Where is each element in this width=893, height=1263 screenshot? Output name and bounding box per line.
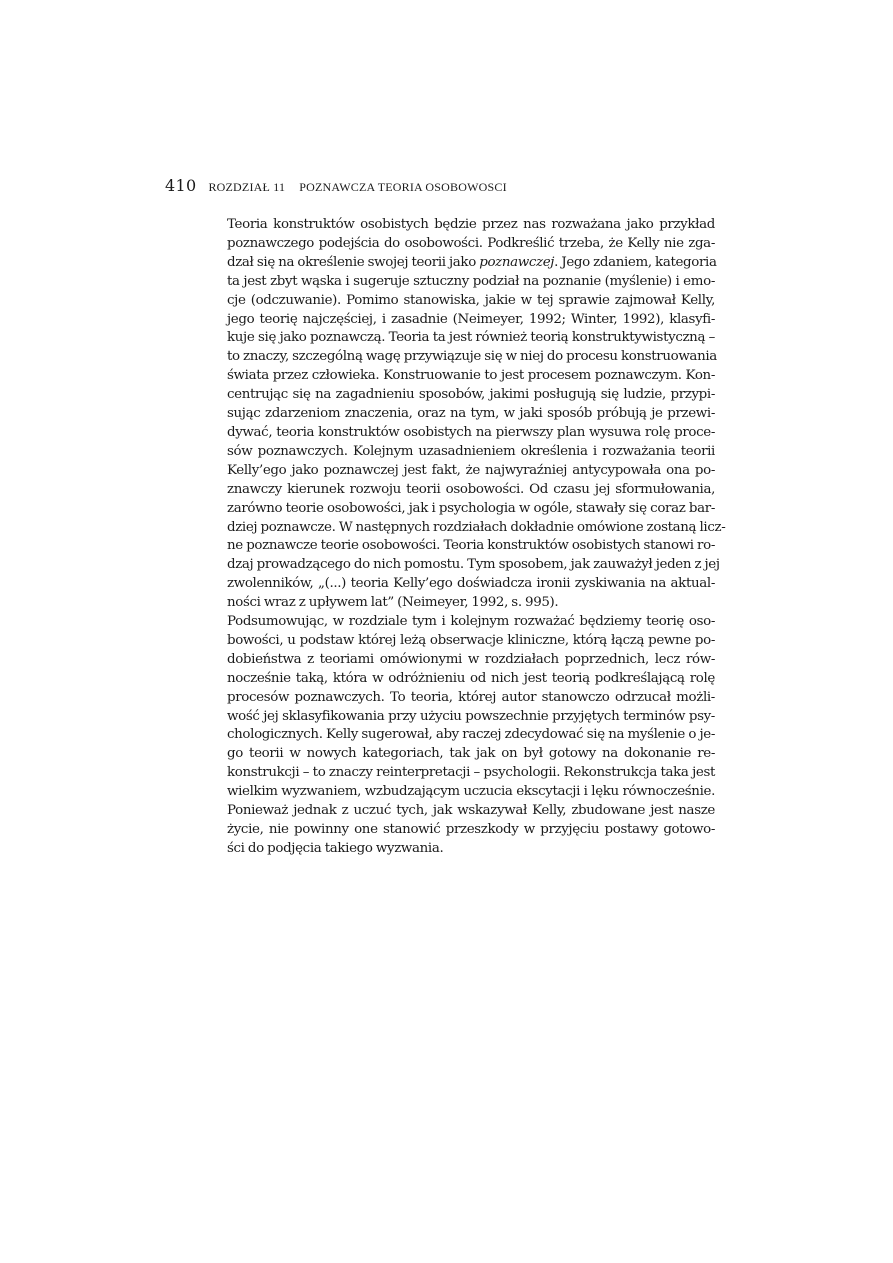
text-line: chologicznych. Kelly sugerował, aby raczej zdecydować się na myślenie o je- <box>227 727 715 743</box>
text-line: Podsumowując, w rozdziale tym i kolejnym rozważać będziemy teorię oso- <box>227 614 715 630</box>
emphasized-term: poznawczej <box>479 254 555 270</box>
text-line: kuje się jako poznawczą. Teoria ta jest również teorią konstruktywistyczną – <box>227 330 715 346</box>
text-line: ne poznawcze teorie osobowości. Teoria konstruktów osobistych stanowi ro- <box>227 538 715 554</box>
text-line: ści do podjęcia takiego wyzwania. <box>227 840 444 856</box>
text-line: to znaczy, szczególną wagę przywiązuje się w niej do procesu konstruowania <box>227 349 717 365</box>
text-line: procesów poznawczych. To teoria, której autor stanowczo odrzucał możli- <box>227 689 715 705</box>
text-line: świata przez człowieka. Konstruowanie to jest procesem poznawczym. Kon- <box>227 368 715 384</box>
text-line: życie, nie powinny one stanowić przeszkody w przyjęciu postawy gotowo- <box>227 822 715 837</box>
running-head <box>165 176 725 198</box>
text-line: bowości, u podstaw której leżą obserwacje kliniczne, którą łączą pewne po- <box>227 632 715 648</box>
text-line: Kelly’ego jako poznawczej jest fakt, że najwyraźniej antycypowała ona po- <box>227 462 715 478</box>
text-line: dywać, teoria konstruktów osobistych na pierwszy plan wysuwa rolę proce- <box>227 424 715 440</box>
chapter-label: ROZDZIAŁ 11 <box>208 180 286 194</box>
body-text <box>203 216 726 859</box>
text-line: dzaj prowadzącego do nich pomostu. Tym sposobem, jak zauważył jeden z jej <box>227 557 720 573</box>
text-line: zwolenników, „(...) teoria Kelly’ego doświadcza ironii zyskiwania na aktual- <box>227 576 715 592</box>
text-line <box>203 254 715 273</box>
text-line: dziej poznawcze. W następnych rozdziałach dokładnie omówione zostaną licz- <box>227 519 726 535</box>
text-line: ności wraz z upływem lat” (Neimeyer, 1992, s. 995). <box>227 595 559 611</box>
text-segment: . Jego zdaniem, kategoria <box>554 254 717 270</box>
text-line: Ponieważ jednak z uczuć tych, jak wskazywał Kelly, zbudowane jest nasze <box>227 803 715 819</box>
chapter-title: POZNAWCZA TEORIA OSOBOWOSCI <box>299 180 507 194</box>
text-line: wielkim wyzwaniem, wzbudzającym uczucia ekscytacji i lęku równocześnie. <box>227 784 715 800</box>
text-line: zarówno teorie osobowości, jak i psychologia w ogóle, stawały się coraz bar- <box>227 500 715 516</box>
text-segment: dzał się na określenie swojej teorii jako <box>227 254 480 270</box>
page-number: 410 <box>165 176 197 195</box>
text-line: Teoria konstruktów osobistych będzie przez nas rozważana jako przykład <box>227 217 715 232</box>
text-line: jego teorię najczęściej, i zasadnie (Neimeyer, 1992; Winter, 1992), klasyfi- <box>227 311 715 327</box>
text-line: centrując się na zagadnieniu sposobów, jakimi posługują się ludzie, przypi- <box>227 387 715 403</box>
text-line: poznawczego podejścia do osobowości. Podkreślić trzeba, że Kelly nie zga- <box>227 235 715 251</box>
text-line: sów poznawczych. Kolejnym uzasadnieniem określenia i rozważania teorii <box>227 443 715 459</box>
text-line: wość jej sklasyfikowania przy użyciu powszechnie przyjętych terminów psy- <box>227 708 715 724</box>
paragraph-1 <box>203 216 726 613</box>
text-line: cje (odczuwanie). Pomimo stanowiska, jakie w tej sprawie zajmował Kelly, <box>227 292 715 308</box>
text-line: go teorii w nowych kategoriach, tak jak on był gotowy na dokonanie re- <box>227 746 715 762</box>
text-line: konstrukcji – to znaczy reinterpretacji – psychologii. Rekonstrukcja taka jest <box>227 765 715 781</box>
text-line: nocześnie taką, która w odróżnieniu od nich jest teorią podkreślającą rolę <box>227 670 715 686</box>
text-line: znawczy kierunek rozwoju teorii osobowości. Od czasu jej sformułowania, <box>227 481 715 497</box>
text-line: ta jest zbyt wąska i sugeruje sztuczny podział na poznanie (myślenie) i emo- <box>227 273 715 289</box>
text-line: sując zdarzeniom znaczenia, oraz na tym, w jaki sposób próbują je przewi- <box>227 406 715 422</box>
paragraph-2 <box>203 613 715 859</box>
text-line: dobieństwa z teoriami omówionymi w rozdziałach poprzednich, lecz rów- <box>227 651 715 667</box>
